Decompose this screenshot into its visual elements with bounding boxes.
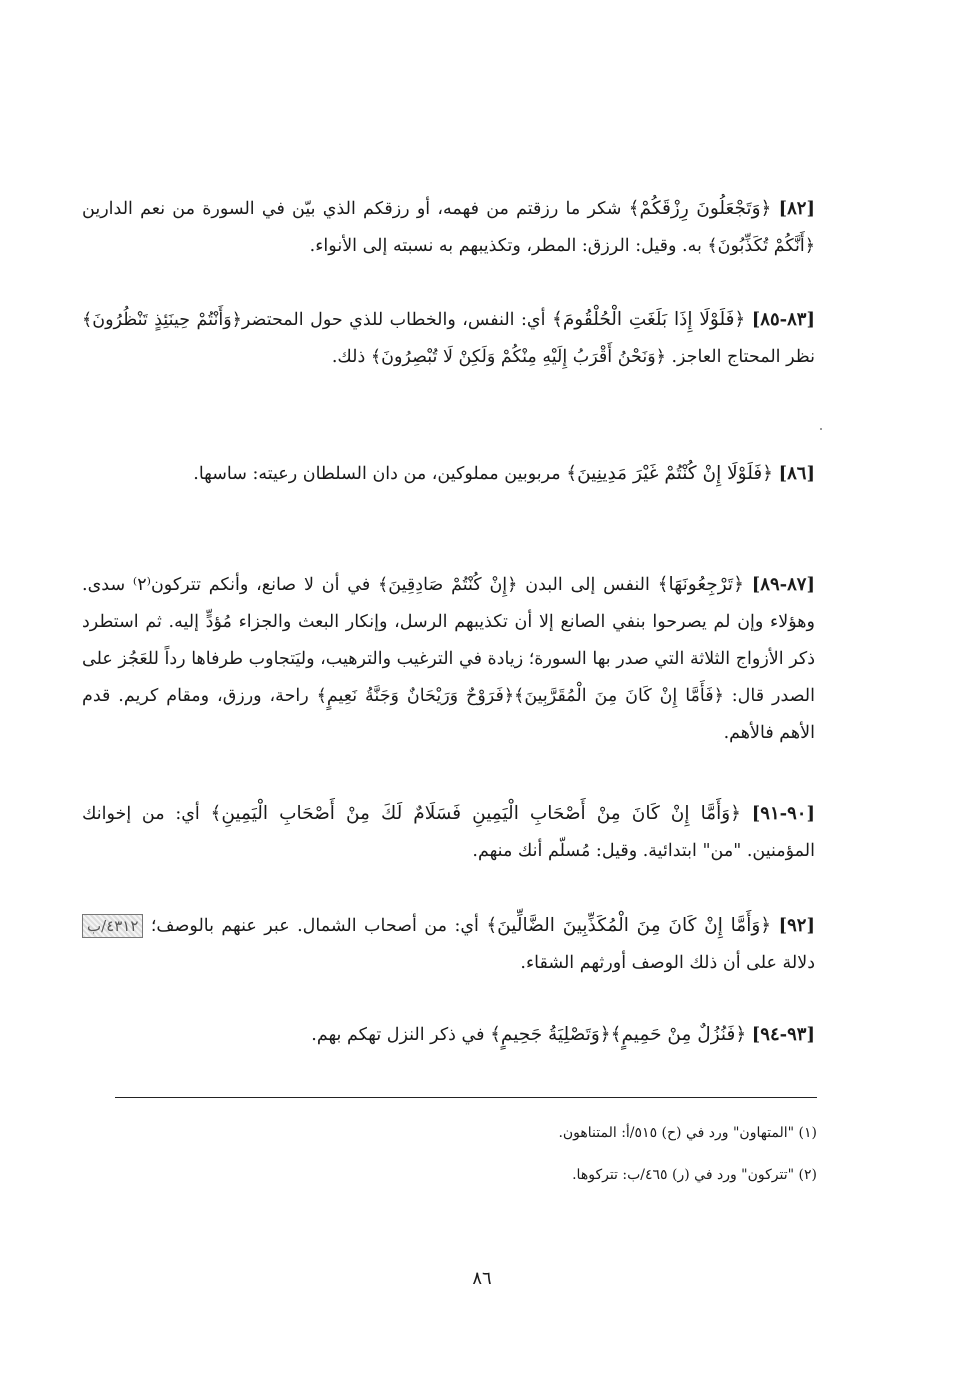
- quran-quote: ﴿تَرْجِعُونَهَا﴾: [657, 573, 744, 595]
- commentary-text: مربوبين مملوكين، من دان السلطان رعيته: ساسها.: [193, 463, 561, 484]
- footnote-2: (٢) "تتركون" ورد في (ر) ٤٦٥/ب: تتركوها.: [572, 1167, 817, 1183]
- verse-ref: [٨٣-٨٥]: [751, 308, 815, 330]
- paragraph-92: [82, 907, 815, 982]
- commentary-text: شكر ما رزقتم من فهمه، أو رزقكم الذي بيّن في السورة من نعم الدارين ﴿أَنَّكُمْ تُكَذِّبُونَ﴾ به. وقيل: الرزق: المطر، وتكذيبهم به نسبته إلى الأنواء.: [82, 198, 815, 256]
- commentary-text: دلالة على أن ذلك الوصف أورثهم الشقاء.: [520, 952, 815, 973]
- quran-quote: ﴿فَلَوْلَا إِذَا بَلَغَتِ الْحُلْقُومَ﴾: [551, 308, 746, 330]
- commentary-text: أي: النفس، والخطاب للذي حول المحتضر﴿وَأَنْتُمْ حِينَئِذٍ تَنْظُرُونَ﴾ نظر المحتاج العاجز. ﴿وَنَحْنُ أَقْرَبُ إِلَيْهِ مِنْكُمْ وَلَكِنْ لَا تُبْصِرُونَ﴾ ذلك.: [82, 309, 815, 367]
- commentary-text: في ذكر النزل تهكم بهم.: [311, 1024, 485, 1045]
- verse-ref: [٨٢]: [778, 197, 815, 219]
- scan-speck: [820, 428, 822, 430]
- quran-quote: ﴿وَأَمَّا إِنْ كَانَ مِنْ أَصْحَابِ الْيَمِينِ فَسَلَامٌ لَكَ مِنْ أَصْحَابِ الْيَمِينِ﴾: [210, 802, 742, 824]
- footnote-1: (١) "المتهاون" ورد في (ح) ٥١٥/أ: المتناهون.: [558, 1125, 817, 1141]
- quran-quote: ﴿فَنُزُلٌ مِنْ حَمِيمٍ﴾﴿وَتَصْلِيَةُ جَحِيمٍ﴾: [490, 1023, 747, 1045]
- commentary-text: النفس إلى البدن ﴿إِنْ كُنْتُمْ صَادِقِينَ﴾ في أن لا صانع، وأنكم تتركون⁽٢⁾ سدى. وهؤلاء وإن لم يصرحوا بنفي الصانع إلا أن تكذيبهم الرسل، وإنكار البعث والجزاء مُؤدٍّ إليه. ثم استطرد ذكر الأزواج الثلاثة التي صدر بها السورة؛ زيادة في الترغيب والترهيب، وليَتجاوب طرفاها رداً للعَجُز على الصدر قال: ﴿فَأَمَّا إِنْ كَانَ مِنَ الْمُقَرَّبِينَ﴾﴿فَرَوْحٌ وَرَيْحَانٌ وَجَنَّةُ نَعِيمٍ﴾ راحة، ورزق، ومقام كريم. قدم الأهم فالأهم.: [82, 574, 815, 743]
- commentary-text: أي: من أصحاب الشمال. عبر عنهم بالوصف؛: [150, 915, 479, 936]
- verse-ref: [٩٠-٩١]: [751, 802, 815, 824]
- paragraph-87-89: [82, 566, 815, 752]
- paragraph-82: [82, 190, 815, 265]
- quran-quote: ﴿وَأَمَّا إِنْ كَانَ مِنَ الْمُكَذِّبِينَ الضَّالِّينَ﴾: [486, 914, 772, 936]
- verse-ref: [٨٧-٨٩]: [751, 573, 815, 595]
- paragraph-86: [82, 455, 815, 493]
- quran-quote: ﴿وَتَجْعَلُونَ رِزْقَكُمْ﴾: [628, 197, 772, 219]
- paragraph-90-91: [82, 795, 815, 870]
- verse-ref: [٩٢]: [778, 914, 815, 936]
- verse-ref: [٨٦]: [778, 462, 815, 484]
- quran-quote: ﴿فَلَوْلَا إِنْ كُنْتُمْ غَيْرَ مَدِينِينَ﴾: [566, 462, 774, 484]
- paragraph-93-94: [82, 1016, 815, 1054]
- paragraph-83-85: [82, 301, 815, 376]
- footnote-divider: [115, 1097, 817, 1098]
- manuscript-folio-stamp: ٤٣١٢/ب: [82, 914, 143, 938]
- commentary-text: أي: من إخوانك المؤمنين. "من" ابتدائية. وقيل: مُسلّم أنك منهم.: [82, 803, 815, 861]
- page-number: ٨٦: [472, 1268, 492, 1289]
- verse-ref: [٩٣-٩٤]: [751, 1023, 815, 1045]
